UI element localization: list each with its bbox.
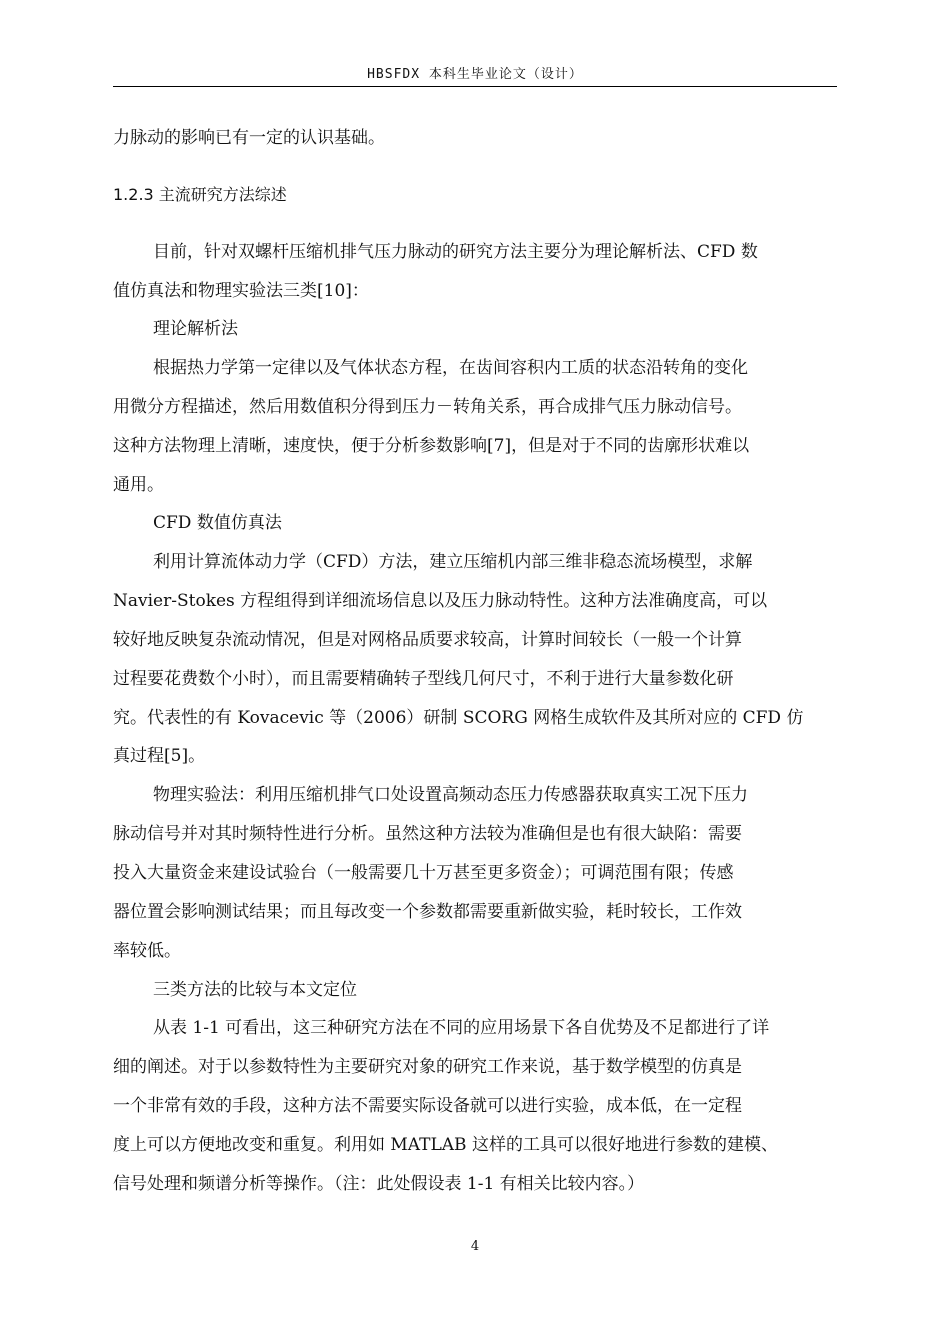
page-number: 4 <box>470 1239 480 1254</box>
section-heading: 1.2.3 主流研究方法综述 <box>113 185 287 204</box>
page-header: HBSFDX 本科生毕业论文（设计） <box>113 66 837 87</box>
body-line: 信号处理和频谱分析等操作。（注：此处假设表 1-1 有相关比较内容。） <box>113 1174 645 1194</box>
body-line: Navier-Stokes 方程组得到详细流场信息以及压力脉动特性。这种方法准确度高，可以 <box>113 591 768 611</box>
body-line: 究。代表性的有 Kovacevic 等（2006）研制 SCORG 网格生成软件及其所对应的 CFD 仿 <box>113 708 804 728</box>
paragraph-first-line: 根据热力学第一定律以及气体状态方程，在齿间容积内工质的状态沿转角的变化 <box>153 358 748 378</box>
body-line: 值仿真法和物理实验法三类[10]： <box>113 281 369 301</box>
paragraph-first-line: 利用计算流体动力学（CFD）方法，建立压缩机内部三维非稳态流场模型，求解 <box>153 552 753 572</box>
paragraph-first-line: 从表 1-1 可看出，这三种研究方法在不同的应用场景下各自优势及不足都进行了详 <box>153 1018 770 1038</box>
method-title: CFD 数值仿真法 <box>153 513 282 533</box>
body-line: 率较低。 <box>113 941 181 961</box>
body-line: 较好地反映复杂流动情况，但是对网格品质要求较高，计算时间较长（一般一个计算 <box>113 630 742 650</box>
body-line: 器位置会影响测试结果；而且每改变一个参数都需要重新做实验，耗时较长，工作效 <box>113 902 742 922</box>
body-line: 度上可以方便地改变和重复。利用如 MATLAB 这样的工具可以很好地进行参数的建模、 <box>113 1135 778 1155</box>
body-line: 过程要花费数个小时），而且需要精确转子型线几何尺寸，不利于进行大量参数化研 <box>113 669 734 689</box>
body-line: 细的阐述。对于以参数特性为主要研究对象的研究工作来说，基于数学模型的仿真是 <box>113 1057 742 1077</box>
body-line: 力脉动的影响已有一定的认识基础。 <box>113 128 385 148</box>
body-line: 投入大量资金来建设试验台（一般需要几十万甚至更多资金）；可调范围有限；传感 <box>113 863 734 883</box>
body-line: 这种方法物理上清晰，速度快，便于分析参数影响[7]，但是对于不同的齿廓形状难以 <box>113 436 750 456</box>
method-title: 理论解析法 <box>153 319 238 339</box>
body-line: 通用。 <box>113 475 164 495</box>
body-line: 脉动信号并对其时频特性进行分析。虽然这种方法较为准确但是也有很大缺陷：需要 <box>113 824 742 844</box>
body-line: 真过程[5]。 <box>113 746 206 766</box>
paragraph-first-line: 物理实验法：利用压缩机排气口处设置高频动态压力传感器获取真实工况下压力 <box>153 785 748 805</box>
body-line: 用微分方程描述，然后用数值积分得到压力－转角关系，再合成排气压力脉动信号。 <box>113 397 742 417</box>
method-title: 三类方法的比较与本文定位 <box>153 980 357 1000</box>
body-line: 一个非常有效的手段，这种方法不需要实际设备就可以进行实验，成本低，在一定程 <box>113 1096 742 1116</box>
paragraph-first-line: 目前，针对双螺杆压缩机排气压力脉动的研究方法主要分为理论解析法、CFD 数 <box>153 242 758 262</box>
